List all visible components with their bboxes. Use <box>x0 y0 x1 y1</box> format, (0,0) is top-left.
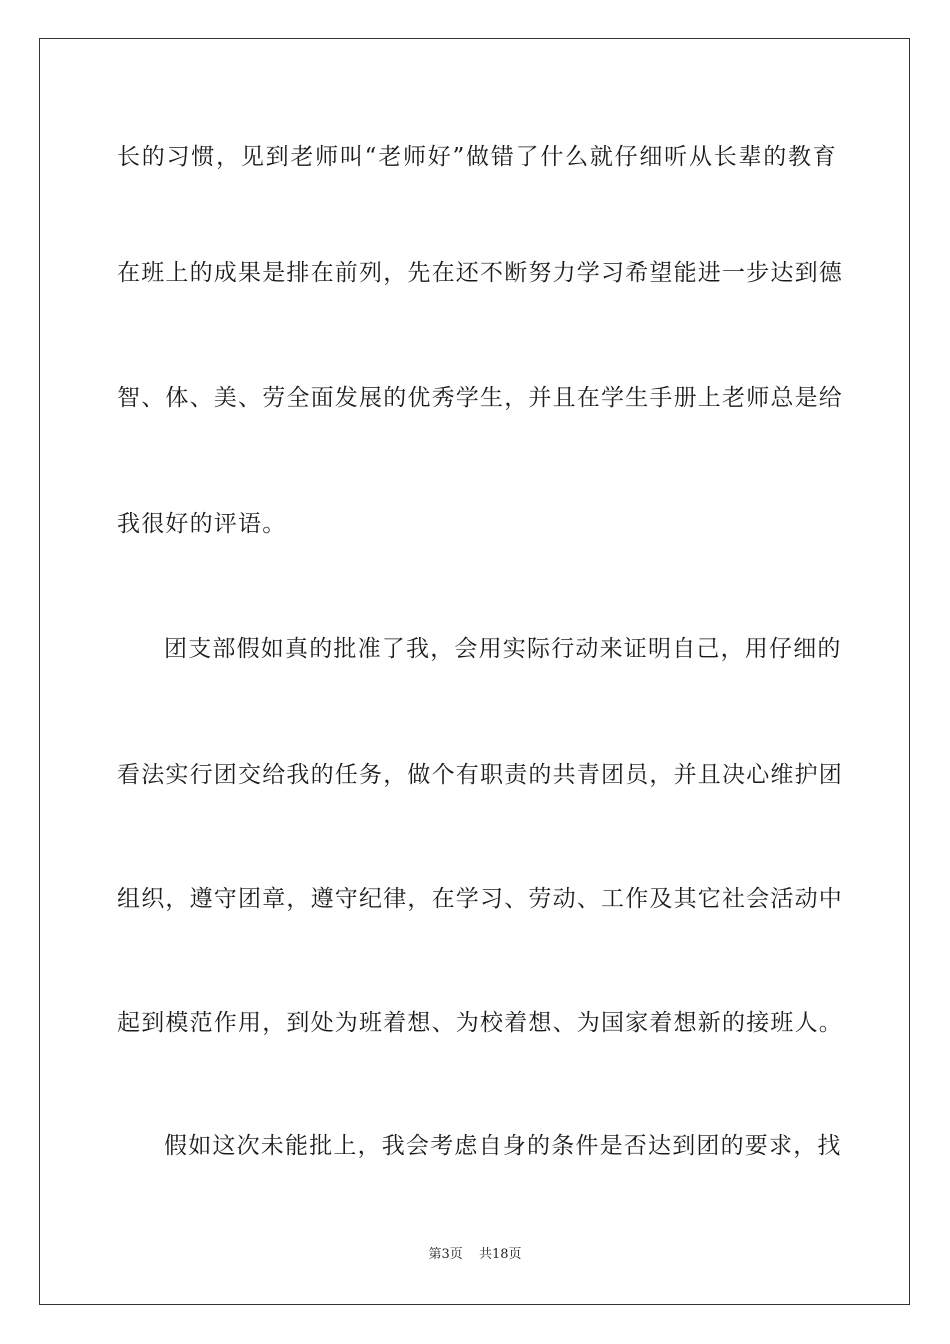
page-total: 共18页 <box>478 1247 522 1262</box>
page-number: 第3页 <box>428 1247 463 1262</box>
text-line: 智、体、美、劳全面发展的优秀学生，并且在学生手册上老师总是给 <box>117 385 843 411</box>
page-footer <box>0 1246 950 1264</box>
text-line: 我很好的评语。 <box>117 511 287 537</box>
text-line: 在班上的成果是排在前列，先在还不断努力学习希望能进一步达到德 <box>117 260 843 286</box>
page-border <box>39 38 910 1305</box>
text-line: 起到模范作用，到处为班着想、为校着想、为国家着想新的接班人。 <box>117 1010 843 1036</box>
text-line: 长的习惯，见到老师叫“老师好”做错了什么就仔细听从长辈的教育 <box>117 144 837 170</box>
text-line: 看法实行团交给我的任务，做个有职责的共青团员，并且决心维护团 <box>117 762 843 788</box>
text-line: 假如这次未能批上，我会考虑自身的条件是否达到团的要求，找 <box>164 1133 842 1159</box>
text-line: 组织，遵守团章，遵守纪律，在学习、劳动、工作及其它社会活动中 <box>117 886 843 912</box>
text-line: 团支部假如真的批准了我，会用实际行动来证明自己，用仔细的 <box>164 636 842 662</box>
